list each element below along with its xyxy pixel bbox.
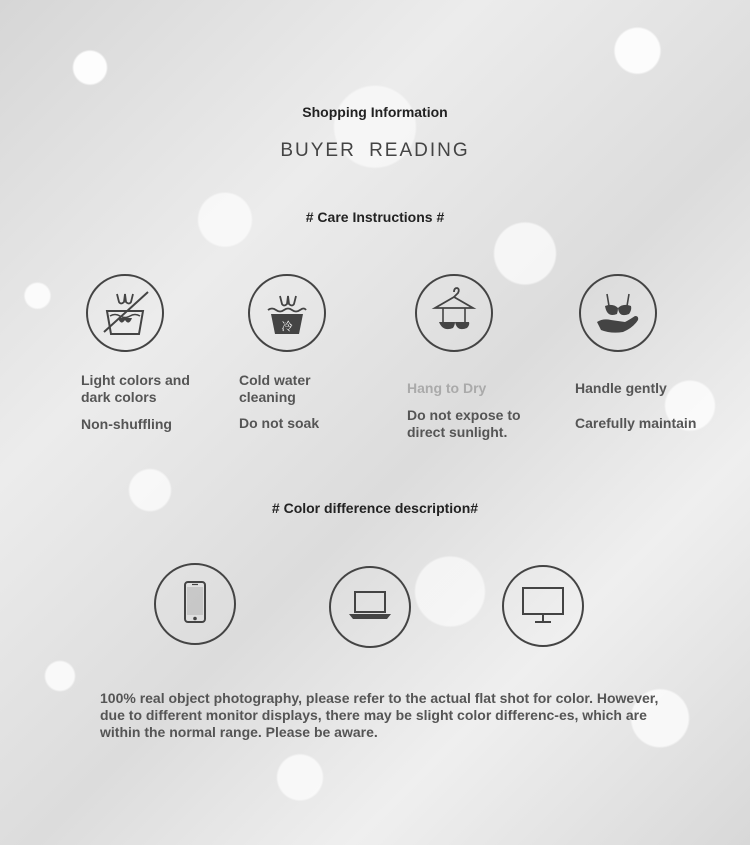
laptop-icon	[329, 566, 411, 648]
monitor-icon	[502, 565, 584, 647]
care-instructions-title: # Care Instructions #	[305, 209, 445, 225]
care-item-2-line1: Cold water cleaning	[239, 372, 311, 405]
care-item-4-line1: Handle gently	[575, 380, 667, 396]
care-item-2-line2: Do not soak	[239, 415, 320, 431]
phone-icon	[154, 563, 236, 645]
no-mixing-wash-icon	[86, 274, 164, 352]
svg-text:冷: 冷	[281, 320, 293, 333]
shopping-information-heading: Shopping Information	[302, 104, 448, 120]
cold-water-wash-icon	[248, 274, 326, 352]
buyer-reading-title: BUYER READING	[280, 140, 470, 161]
care-item-4-line2: Carefully maintain	[575, 415, 697, 431]
hand-gently-icon	[579, 274, 657, 352]
care-item-1-line2: Non-shuffling	[81, 416, 172, 432]
care-item-1-line1: Light colors and dark colors	[81, 372, 190, 405]
color-difference-title: # Color difference description#	[271, 500, 479, 516]
care-item-3-line1: Hang to Dry	[407, 380, 487, 396]
color-difference-note: 100% real object photography, please refer to the actual flat shot for color. However, due to different monitor displays, there may be slight color differenc-es, which are within the normal range. Please be aware.	[100, 690, 659, 740]
hang-dry-icon	[415, 274, 493, 352]
care-item-3-line2: Do not expose to direct sunlight.	[407, 407, 521, 440]
